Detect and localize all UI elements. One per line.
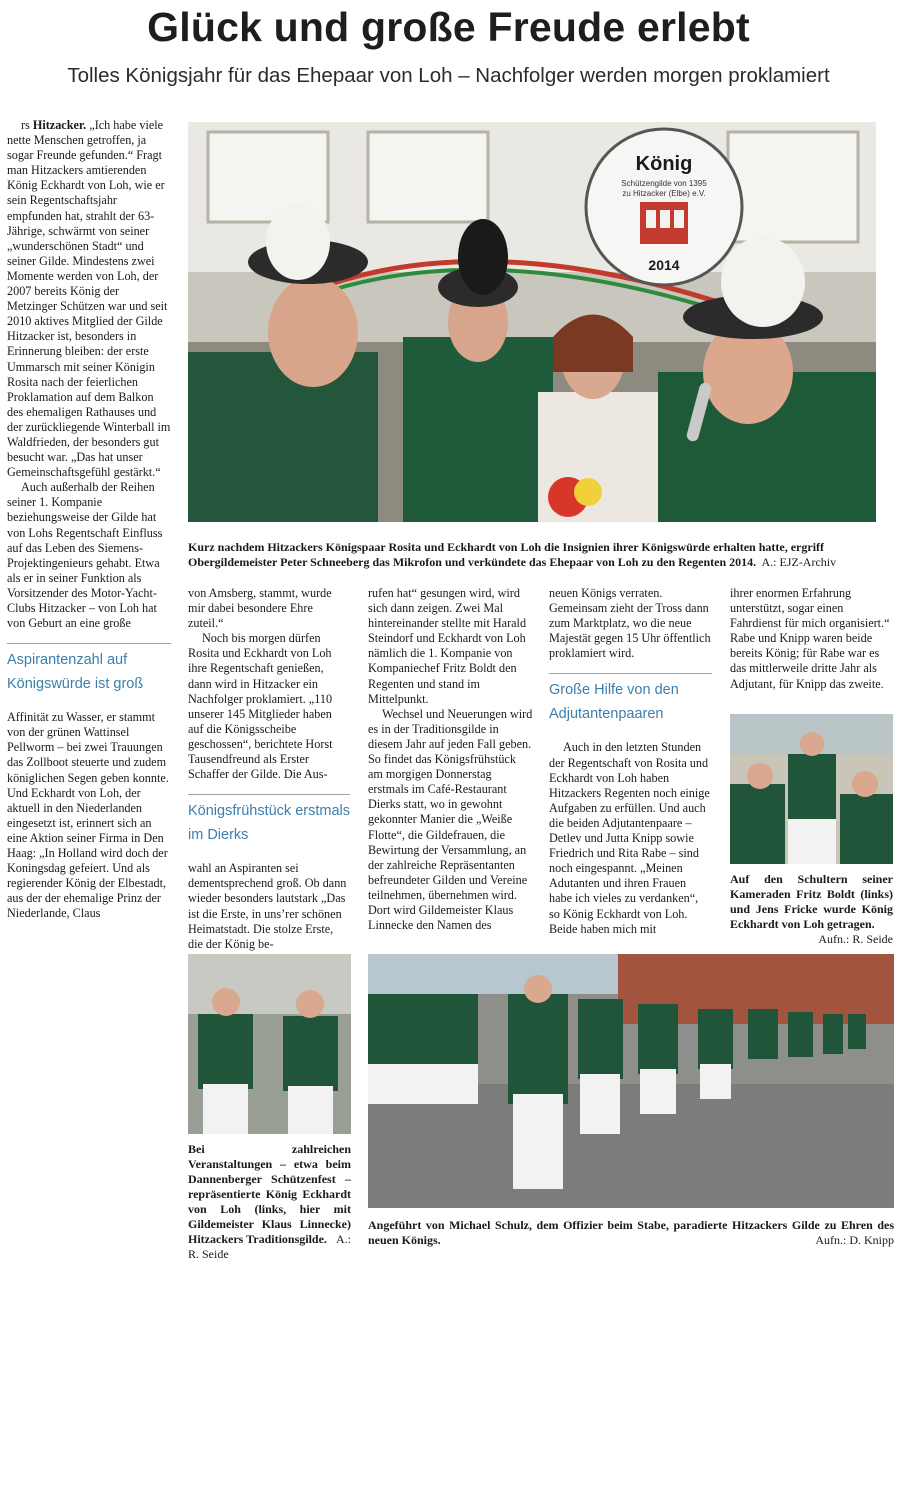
photo-credit: Aufn.: R. Seide xyxy=(818,932,893,946)
dateline: Hitzacker. xyxy=(32,118,87,132)
caption-text: Kurz nachdem Hitzackers Königspaar Rosita und Eckhardt von Loh die Insignien ihrer Königswürde erhalten hatte, ergriff Obergildemeister Peter Schneeberg das Mikrofon und verkündete das Ehepaar von Loh zu den Regenten 2014. xyxy=(188,540,825,569)
photo-credit: A.: R. Seide xyxy=(188,1232,352,1261)
sign-line-2: zu Hitzacker (Elbe) e.V. xyxy=(622,189,706,198)
paragraph: Noch bis morgen dürfen Rosita und Eckhardt von Loh ihre Regentschaft genießen, dann wird in Hitzacker ein Nachfolger proklamiert. „110 unserer 145 Mitglieder haben auf die Königsscheibe geschossen“, berichtete Horst Tausendfreund als Erster Schaffer der Gilde. Die Aus- xyxy=(188,631,333,782)
column-5 xyxy=(730,586,893,692)
sign-line-1: Schützengilde von 1395 xyxy=(621,179,707,188)
sign-year: 2014 xyxy=(648,257,680,273)
paragraph: Affinität zu Wasser, er stammt von der grünen Wattinsel Pellworm – bei zwei Trauungen das Zollboot steuerte und zudem königlichen Segen geben konnte. Und Eckhardt von Loh, der aktuell in den Niederlanden eingesetzt ist, erinnert sich an eine Aktion seiner Firma in Den Haag: „In Holland wird doch der Koningsdag gefeiert. Und als regierender König der Elbestadt, aus der der ehemalige Prinz der Niederlande, Claus xyxy=(7,710,169,921)
section-subhead: Große Hilfe von den Adjutantenpaaren xyxy=(549,673,712,726)
caption-parade xyxy=(368,1218,894,1248)
paragraph: Auch außerhalb der Reihen seiner 1. Kompanie beziehungsweise der Gilde hat von Lohs Regentschaft Einfluss auf das Leben des Siemens-Projektingenieurs gehabt. Etwa als er in seiner Funktion als Vorsitzender des Motor-Yacht-Clubs Hitzacker – von Loh hat von Geburt an eine große xyxy=(7,480,163,631)
section-subhead: Aspirantenzahl auf Königswürde ist groß xyxy=(7,643,171,696)
headline: Glück und große Freude erlebt xyxy=(147,4,750,50)
caption-text: Angeführt von Michael Schulz, dem Offizier beim Stabe, paradierte Hitzackers Gilde zu Ehren des neuen Königs. xyxy=(368,1218,894,1247)
photo-parade xyxy=(368,954,894,1208)
paragraph xyxy=(7,118,171,480)
caption-shoulders xyxy=(730,872,893,947)
caption-text: Bei zahlreichen Veranstaltungen – etwa beim Dannenberger Schützenfest – repräsentierte König Eckhardt von Loh (links, hier mit Gildemeister Klaus Linnecke) Hitzackers Traditionsgilde. xyxy=(188,1142,351,1246)
photo-march-small xyxy=(188,954,351,1134)
photo-main-koenigspaar xyxy=(188,122,876,522)
paragraph: Auch in den letzten Stunden der Regentschaft von Rosita und Eckhardt von Loh haben Hitzackers Regenten noch einige Aufgaben zu erfüllen. Und auch die beiden Adjutantenpaare – Detlev und Jutta Knipp sowie Friedrich und Rita Rabe – sind noch eingespannt. „Meinen Adutanten und ihren Frauen habe ich vieles zu verdanken“, so König Eckhardt von Loh. Beide haben mich mit xyxy=(549,740,710,936)
column-2 xyxy=(188,586,350,952)
paragraph: wahl an Aspiranten sei dementsprechend groß. Ob dann wieder besonders lautstark „Das ist die Erste, in uns’rer schönen Heimatstadt. Die stolze Erste, die der König be- xyxy=(188,861,347,951)
author-initials: rs xyxy=(21,118,33,132)
paragraph: ihrer enormen Erfahrung unterstützt, sogar einen Fahrdienst für mich organisiert.“ Rabe und Knipp waren beide bereits König; für Rabe war es das mittlerweile dritte Jahr als Adjutant, für Knipp das zweite. xyxy=(730,586,890,691)
subheadline: Tolles Königsjahr für das Ehepaar von Loh – Nachfolger werden morgen proklamiert xyxy=(67,64,830,87)
caption-march-small xyxy=(188,1142,351,1262)
caption-main xyxy=(188,540,878,570)
paragraph: von Amsberg, stammt, wurde mir dabei besondere Ehre zuteil.“ xyxy=(188,586,332,631)
section-subhead: Königsfrühstück erstmals im Dierks xyxy=(188,794,350,847)
paragraph: Wechsel und Neuerungen wird es in der Traditionsgilde in diesem Jahr auf jeden Fall geben. So findet das Königsfrühstück am morgigen Donnerstag erstmals im Café-Restaurant Dierks statt, wo in gewohnt gekonnter Manier die „Weiße Flotte“, die Gildefrauen, die Bewirtung der Versammlung, an der zahlreiche Repräsentanten befreundeter Gilden und Vereine teilnehmen, übernehmen wird. Dort wird Gildemeister Klaus Linnecke den Namen des xyxy=(368,706,533,933)
photo-credit: A.: EJZ-Archiv xyxy=(761,555,837,569)
column-3 xyxy=(368,586,533,933)
caption-text: Auf den Schultern seiner Kameraden Fritz Boldt (links) und Jens Fricke wurde König Eckhardt von Loh getragen. xyxy=(730,872,893,931)
paragraph-text: „Ich habe viele nette Menschen getroffen, ja sogar Freunde gefunden.“ Fragt man Hitzackers amtierenden König Eckhardt von Loh, wie er sein Regentschaftsjahr empfunden hat, strahlt der 63-Jährige, schwärmt von seiner „wunderschönen Stadt“ und seiner Gilde. Mindestens zwei Momente werden von Loh, der 2007 bereits König der Metzinger Schützen war und seit 2010 aktives Mitglied der Gilde Hitzacker ist, besonders in Erinnerung bleiben: der erste Ummarsch mit seiner Königin Rosita nach der feierlichen Proklamation auf dem Balkon des ehemaligen Rathauses und der zurückliegende Winterball im Waldfrieden, der besonders gut besucht war. „Das hat unser Gemeinschaftsgefühl gestärkt.“ xyxy=(7,118,171,480)
paragraph: neuen Königs verraten. Gemeinsam zieht der Tross dann zum Marktplatz, wo die neue Majestät gegen 15 Uhr öffentlich proklamiert wird. xyxy=(549,586,711,661)
column-1 xyxy=(7,118,171,922)
photo-shoulders xyxy=(730,714,893,864)
column-4 xyxy=(549,586,712,937)
paragraph: rufen hat“ gesungen wird, wird sich dann zeigen. Zwei Mal hintereinander stellte mit Harald Steindorf und Eckhardt von Loh nämlich die 1. Kompanie von Kompaniechef Fritz Boldt den Regenten und stand im Mittelpunkt. xyxy=(368,586,527,706)
sign-title: König xyxy=(635,153,693,175)
photo-credit: Aufn.: D. Knipp xyxy=(815,1233,894,1247)
